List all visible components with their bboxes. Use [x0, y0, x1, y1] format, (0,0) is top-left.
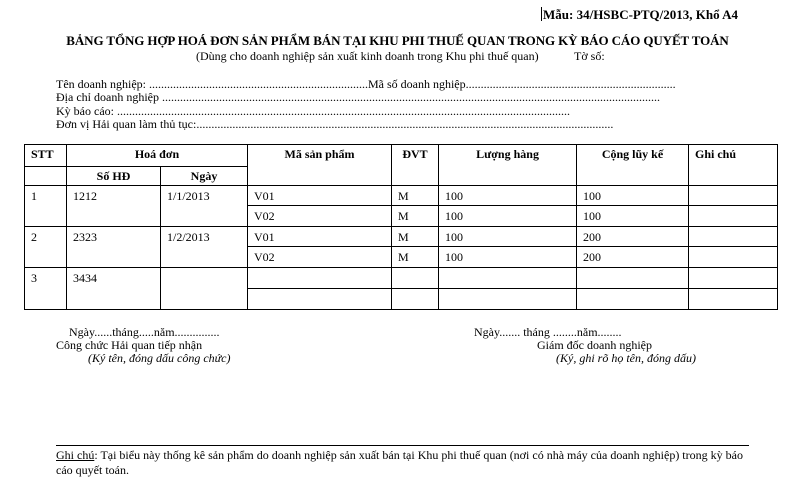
- cell-product-code[interactable]: V02: [248, 247, 392, 268]
- form-code-text: Mẫu: 34/HSBC-PTQ/2013, Khổ A4: [543, 7, 739, 22]
- table-row: [25, 186, 778, 206]
- customs-sign-instruction: (Ký tên, đóng dấu công chức): [88, 351, 231, 365]
- cell-invoice-no[interactable]: 1212: [67, 186, 161, 227]
- invoice-summary-table: [24, 144, 778, 310]
- document-subtitle: (Dùng cho doanh nghiệp sản xuất kinh doanh trong Khu phi thuế quan): [196, 49, 539, 63]
- cell-note[interactable]: [689, 227, 778, 247]
- director-role: Giám đốc doanh nghiệp: [537, 338, 652, 352]
- header-stt-blank: [25, 167, 67, 186]
- footer-note: [56, 448, 756, 478]
- cell-stt[interactable]: 3: [25, 268, 67, 310]
- cell-note[interactable]: [689, 186, 778, 206]
- cell-cumulative[interactable]: [577, 268, 689, 289]
- cell-unit[interactable]: M: [392, 247, 439, 268]
- cell-unit[interactable]: M: [392, 206, 439, 227]
- header-cumulative: Cộng lũy kế: [577, 145, 689, 186]
- header-note: Ghi chú: [689, 145, 778, 186]
- cell-unit[interactable]: [392, 268, 439, 289]
- cell-unit[interactable]: M: [392, 186, 439, 206]
- cell-note[interactable]: [689, 247, 778, 268]
- cell-quantity[interactable]: 100: [439, 186, 577, 206]
- cell-cumulative[interactable]: 100: [577, 206, 689, 227]
- cell-product-code[interactable]: V02: [248, 206, 392, 227]
- cell-invoice-date[interactable]: 1/2/2013: [161, 227, 248, 268]
- cell-cumulative[interactable]: [577, 289, 689, 310]
- note-label: Ghi chú: [56, 448, 95, 462]
- company-address-field[interactable]: Địa chỉ doanh nghiệp ......................................................................................................................................................................: [56, 90, 660, 104]
- cell-invoice-no[interactable]: 3434: [67, 268, 161, 310]
- cell-invoice-date[interactable]: [161, 268, 248, 310]
- cell-quantity[interactable]: [439, 289, 577, 310]
- cell-cumulative[interactable]: 100: [577, 186, 689, 206]
- text-cursor: [541, 7, 542, 21]
- cell-quantity[interactable]: [439, 268, 577, 289]
- cell-stt[interactable]: 1: [25, 186, 67, 227]
- cell-product-code[interactable]: [248, 289, 392, 310]
- cell-quantity[interactable]: 100: [439, 247, 577, 268]
- cell-unit[interactable]: [392, 289, 439, 310]
- header-invoice: Hoá đơn: [67, 145, 248, 167]
- cell-unit[interactable]: M: [392, 227, 439, 247]
- cell-stt[interactable]: 2: [25, 227, 67, 268]
- header-unit: ĐVT: [392, 145, 439, 186]
- cell-note[interactable]: [689, 289, 778, 310]
- company-name-field[interactable]: Tên doanh nghiệp: .........................................................................Mã số doanh nghiệp......................................................................: [56, 77, 676, 91]
- cell-note[interactable]: [689, 268, 778, 289]
- cell-product-code[interactable]: V01: [248, 186, 392, 206]
- table-row: [25, 227, 778, 247]
- header-stt: STT: [25, 145, 67, 167]
- sheet-number-label: Tờ số:: [574, 49, 605, 63]
- footer-divider: [56, 445, 749, 446]
- cell-quantity[interactable]: 100: [439, 206, 577, 227]
- header-product-code: Mã sản phẩm: [248, 145, 392, 186]
- customs-officer-role: Công chức Hải quan tiếp nhận: [56, 338, 203, 352]
- header-invoice-date: Ngày: [161, 167, 248, 186]
- cell-product-code[interactable]: [248, 268, 392, 289]
- director-sign-instruction: (Ký, ghi rõ họ tên, đóng dấu): [556, 351, 696, 365]
- customs-unit-field[interactable]: Đơn vị Hải quan làm thủ tục:...........................................................................................................................................: [56, 117, 614, 131]
- cell-invoice-no[interactable]: 2323: [67, 227, 161, 268]
- header-invoice-no: Số HĐ: [67, 167, 161, 186]
- director-date-line: Ngày....... tháng ........năm........: [474, 325, 622, 339]
- document-title: BẢNG TỔNG HỢP HOÁ ĐƠN SẢN PHẨM BÁN TẠI KHU PHI THUẾ QUAN TRONG KỲ BÁO CÁO QUYẾT TOÁN: [66, 33, 729, 48]
- report-period-field[interactable]: Kỳ báo cáo: .......................................................................................................................................................: [56, 104, 570, 118]
- form-code: [541, 7, 738, 23]
- note-text: : Tại biểu này thống kê sản phẩm do doanh nghiệp sản xuất bán tại Khu phi thuế quan (nơi có nhà máy của doanh nghiệp) trong kỳ báo cáo quyết toán.: [56, 448, 743, 477]
- cell-cumulative[interactable]: 200: [577, 247, 689, 268]
- cell-cumulative[interactable]: 200: [577, 227, 689, 247]
- cell-quantity[interactable]: 100: [439, 227, 577, 247]
- cell-note[interactable]: [689, 206, 778, 227]
- cell-product-code[interactable]: V01: [248, 227, 392, 247]
- header-quantity: Lượng hàng: [439, 145, 577, 186]
- customs-date-line: Ngày......tháng.....năm...............: [69, 325, 220, 339]
- cell-invoice-date[interactable]: 1/1/2013: [161, 186, 248, 227]
- table-row: [25, 268, 778, 289]
